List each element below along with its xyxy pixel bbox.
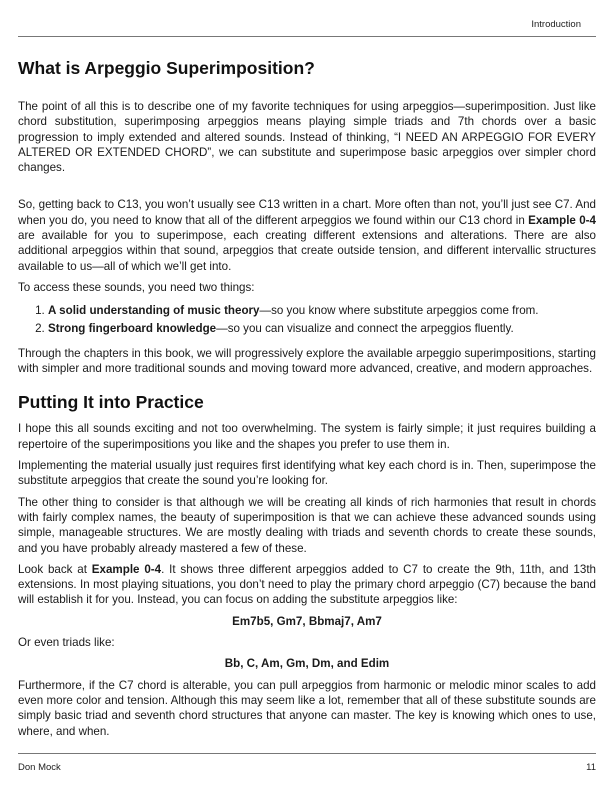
chord-list-sevenths: Em7b5, Gm7, Bbmaj7, Am7 [232, 614, 382, 628]
running-header: Introduction [531, 19, 581, 30]
section-heading-putting-into-practice: Putting It into Practice [18, 392, 204, 413]
list-item: 2. Strong fingerboard knowledge—so you can visualize and connect the arpeggios fluently. [48, 321, 596, 336]
footer-author: Don Mock [18, 762, 61, 773]
paragraph: I hope this all sounds exciting and not too overwhelming. The system is fairly simple; it just requires building a repertoire of the superimpositions you like and the shapes you prefer to use them in. [18, 422, 596, 451]
paragraph: Through the chapters in this book, we will progressively explore the available arpeggio superimpositions, starting with simpler and more traditional sounds and moving toward more advanced, creative, and modern approaches. [18, 346, 596, 376]
page-body [18, 58, 596, 745]
example-reference: Example 0-4 [528, 213, 596, 227]
paragraph: Or even triads like: [18, 636, 115, 650]
paragraph: The point of all this is to describe one of my favorite techniques for using arpeggios—superimposition. Just like chord substitution, superimposing arpeggios means playing simple triads and 7th chords over a basic progression to imply extended and altered sounds. Instead of thinking, “I NEED AN ARPEGGIO FOR EVERY ALTERED OR EXTENDED CHORD”, we can substitute and superimpose basic arpeggios over simpler chord changes. [18, 100, 596, 175]
paragraph: The other thing to consider is that although we will be creating all kinds of rich harmonies that result in chords with fairly complex names, the beauty of superimposition is that we can achieve these advanced sounds using simple, manageable structures. We are mostly dealing with triads and seventh chords to create these sounds, and you have probably already mastered a few of these. [18, 495, 596, 555]
paragraph: Implementing the material usually just requires first identifying what key each chord is in. Then, superimpose the substitute arpeggios that create the sound you’re looking for. [18, 459, 596, 488]
footer-rule [18, 753, 596, 754]
header-rule [18, 36, 596, 37]
paragraph: To access these sounds, you need two things: [18, 280, 255, 294]
example-reference: Example 0-4 [91, 562, 162, 576]
section-heading-arpeggio-superimposition: What is Arpeggio Superimposition? [18, 58, 315, 78]
requirements-list [18, 303, 596, 336]
paragraph: Furthermore, if the C7 chord is alterable, you can pull arpeggios from harmonic or melodic minor scales to add even more color and tension. Although this may seem like a lot, remember that all of these substitute sounds are simply basic triad and seventh chord structures that anyone can master. The key is knowing which ones to use, where, and when. [18, 678, 596, 738]
page-number: 11 [586, 762, 596, 773]
paragraph: So, getting back to C13, you won’t usually see C13 written in a chart. More often than not, you’ll just see C7. And when you do, you need to know that all of the different arpeggios we found within our C13 chord in Example 0-4 are available for you to superimpose, each creating different extensions and alterations. There are also additional arpeggios within that sound, arpeggios that create outside tension, and different intervallic structures available to us—all of which we’ll get into. [18, 198, 596, 273]
chord-list-triads: Bb, C, Am, Gm, Dm, and Edim [224, 657, 390, 671]
paragraph: Look back at Example 0-4. It shows three different arpeggios added to C7 to create the 9th, 11th, and 13th extensions. In most playing situations, you don’t need to play the primary chord arpeggio (C7) because the band will establish it for you. Instead, you can focus on adding the substitute arpeggios like: [18, 562, 596, 607]
list-item: 1. A solid understanding of music theory—so you know where substitute arpeggios come from. [48, 303, 596, 318]
